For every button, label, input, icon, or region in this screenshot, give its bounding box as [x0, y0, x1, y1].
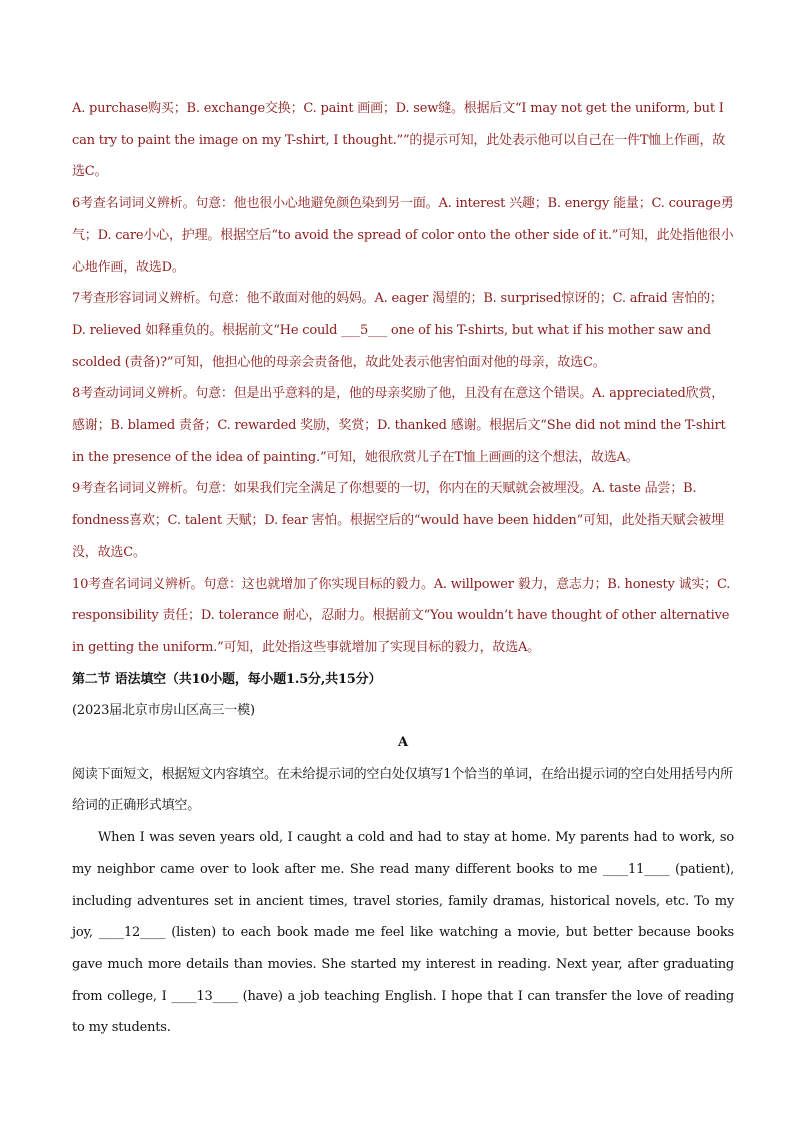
section-title: 第二节 语法填空（共10小题，每小题1.5分,共15分）	[72, 671, 382, 687]
answer-explanation-7: 7考查形容词词义辨析。句意：他不敢面对他的妈妈。A. eager 渴望的；B. surprised惊讶的；C. afraid 害怕的；D. relieved 如释重负的。根据前文“He could ___5___ one of his T-shirts, but what if his mother saw and scolded (责备)?”可知，他担心他的母亲会责备他，故此处表示他害怕面对他的母亲，故选C。	[72, 291, 723, 370]
answer-explanation-6: 6考查名词词义辨析。句意：他也很小心地避免颜色染到另一面。A. interest 兴趣；B. energy 能量；C. courage勇气；D. care小心，护理。根据空后“to avoid the spread of color onto the other side of it.”可知，此处指他很小心地作画，故选D。	[72, 196, 734, 275]
passage-letter: A	[398, 735, 408, 751]
answer-explanation-8: 8考查动词词义辨析。句意：但是出乎意料的是，他的母亲奖励了他，且没有在意这个错误。A. appreciated欣赏，感谢；B. blamed 责备；C. rewarded 奖励，奖赏；D. thanked 感谢。根据后文“She did not mind the T-shirt in the presence of the idea of painting.”可知，她很欣赏儿子在T恤上画画的这个想法，故选A。	[72, 386, 726, 465]
section-source: (2023届北京市房山区高三一模)	[72, 703, 255, 719]
answer-explanation-10: 10考查名词词义辨析。句意：这也就增加了你实现目标的毅力。A. willpower 毅力，意志力；B. honesty 诚实；C. responsibility 责任；D. tolerance 耐心，忍耐力。根据前文“You wouldn’t have thought of other alternative in getting the uniform.”可知，此处指这些事就增加了实现目标的毅力，故选A。	[72, 576, 731, 655]
answer-explanation-5: A. purchase购买；B. exchange交换；C. paint 画画；D. sew缝。根据后文“I may not get the uniform, but I can try to paint the image on my T-shirt, I thought.””的提示可知，此处表示他可以自己在一件T恤上作画，故选C。	[72, 101, 726, 180]
instructions: 阅读下面短文，根据短文内容填空。在未给提示词的空白处仅填写1个恰当的单词，在给出提示词的空白处用括号内所给词的正确形式填空。	[72, 766, 733, 814]
reading-passage: When I was seven years old, I caught a cold and had to stay at home. My parents had to work, so my neighbor came over to look after me. She read many different books to me ____11____ (patient), including adventures set in ancient times, travel stories, family dramas, historical novels, etc. To my joy, ____12____ (listen) to each book made me feel like watching a movie, but better because books gave much more details than movies. She started my interest in reading. Next year, after graduating from college, I ____13____ (have) a job teaching English. I hope that I can transfer the love of reading to my students.	[72, 830, 734, 1036]
answer-explanation-9: 9考查名词词义辨析。句意：如果我们完全满足了你想要的一切，你内在的天赋就会被埋没。A. taste 品尝；B. fondness喜欢；C. talent 天赋；D. fear 害怕。根据空后的“would have been hidden”可知，此处指天赋会被埋没，故选C。	[72, 481, 724, 560]
